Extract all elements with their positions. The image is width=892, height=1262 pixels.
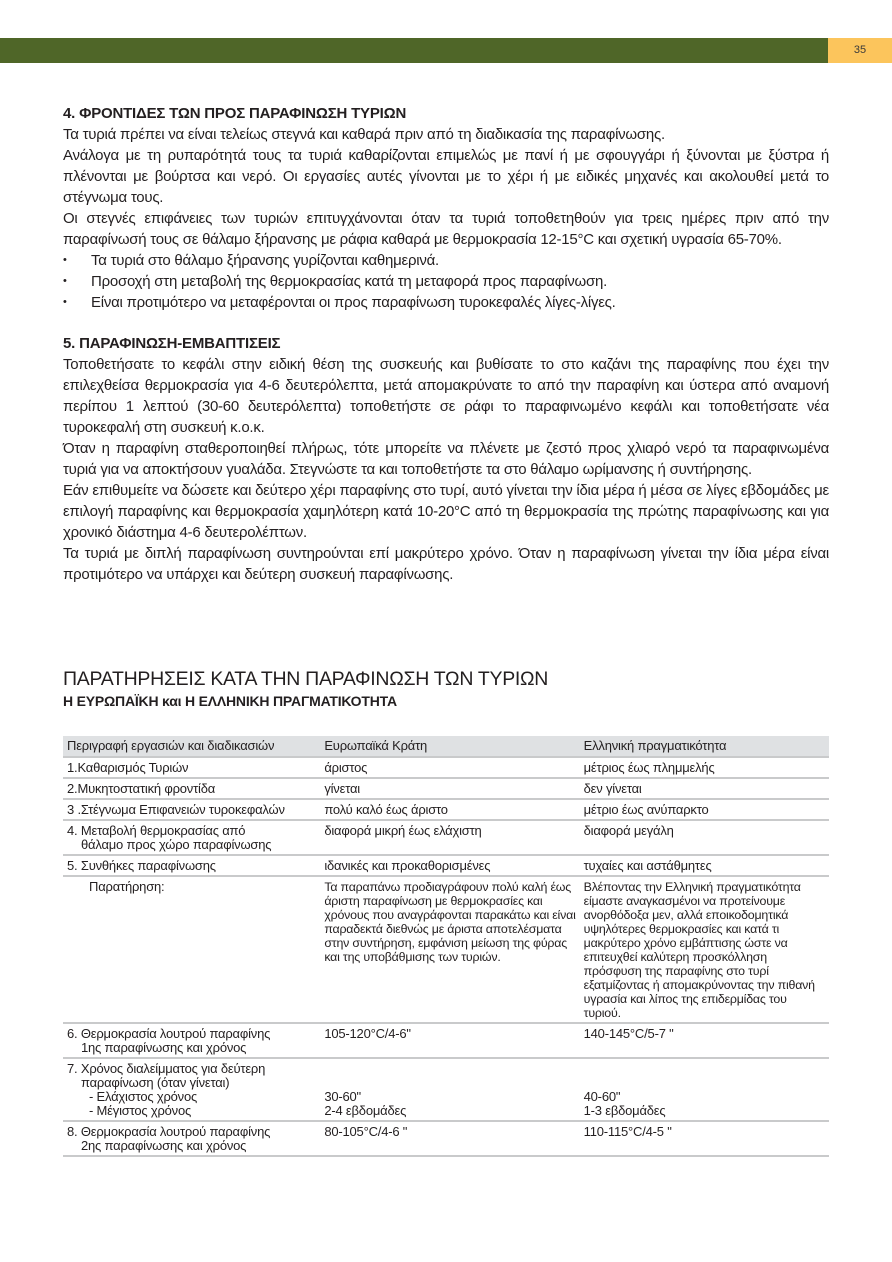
column-header: Περιγραφή εργασιών και διαδικασιών — [63, 736, 320, 757]
table-row — [63, 820, 829, 855]
bullet-item: • Τα τυριά στο θάλαμο ξήρανσης γυρίζονται καθημερινά. — [63, 250, 829, 271]
comparison-table — [63, 736, 829, 1157]
bullet-item: • Είναι προτιμότερο να μεταφέρονται οι προς παραφίνωση τυροκεφαλές λίγες-λίγες. — [63, 292, 829, 313]
cell-greece: τυχαίες και αστάθμητες — [580, 855, 829, 876]
cell-description: 5. Συνθήκες παραφίνωσης — [63, 855, 320, 876]
paragraph: Τα τυριά με διπλή παραφίνωση συντηρούνται επί μακρύτερο χρόνο. Όταν η παραφίνωση γίνεται την ίδια μέρα είναι προτιμότερο να υπάρχει και δεύτερη συσκευή παραφίνωσης. — [63, 545, 829, 583]
cell-description: 8. Θερμοκρασία λουτρού παραφίνης 2ης παραφίνωσης και χρόνος — [63, 1121, 320, 1156]
cell-description: 6. Θερμοκρασία λουτρού παραφίνης 1ης παραφίνωσης και χρόνος — [63, 1023, 320, 1058]
cell-europe: 30-60" 2-4 εβδομάδες — [320, 1058, 579, 1121]
body-text — [63, 103, 829, 585]
cell-europe: 105-120°C/4-6" — [320, 1023, 579, 1058]
header-bar — [0, 38, 828, 63]
paragraph: Όταν η παραφίνη σταθεροποιηθεί πλήρως, τότε μπορείτε να πλένετε με ζεστό προς χλιαρό νερό τα παραφινωμένα τυριά για να αποκτήσουν γυαλάδα. Στεγνώστε τα και τοποθετήστε τα στο θάλαμο ωρίμανσης ή συντήρησης. — [63, 440, 829, 478]
table-row — [63, 1121, 829, 1156]
table-row — [63, 855, 829, 876]
cell-europe: Τα παραπάνω προδιαγράφουν πολύ καλή έως άριστη παραφίνωση με θερμοκρασίες και χρόνους που αναγράφονται παρακάτω και είναι παραδεκτά διεθνώς με άριστα αποτελέσματα στην συντήρηση, εμφάνιση μείωση της φύρας και της υποβάθμισης των τυριών. — [320, 876, 579, 1023]
cell-europe: άριστος — [320, 757, 579, 778]
cell-description: 1.Καθαρισμός Τυριών — [63, 757, 320, 778]
paragraph: Τα τυριά πρέπει να είναι τελείως στεγνά και καθαρά πριν από τη διαδικασία της παραφίνωσης. — [63, 126, 665, 143]
section-5-heading: 5. ΠΑΡΑΦΙΝΩΣΗ-ΕΜΒΑΠΤΙΣΕΙΣ — [63, 335, 281, 352]
cell-europe: διαφορά μικρή έως ελάχιστη — [320, 820, 579, 855]
cell-description: 4. Μεταβολή θερμοκρασίας από θάλαμο προς χώρο παραφίνωσης — [63, 820, 320, 855]
cell-greece: μέτριο έως ανύπαρκτο — [580, 799, 829, 820]
page-number: 35 — [828, 38, 892, 63]
cell-description: 2.Μυκητοστατική φροντίδα — [63, 778, 320, 799]
cell-greece: 110-115°C/4-5 " — [580, 1121, 829, 1156]
paragraph: Εάν επιθυμείτε να δώσετε και δεύτερο χέρι παραφίνης στο τυρί, αυτό γίνεται την ίδια μέρα ή μέσα σε λίγες εβδομάδες με επιλογή παραφίνης και θερμοκρασία χαμηλότερη κατά 10-20°C από τη θερμοκρασία της πρώτης παραφίνωσης και για χρονικό διάστημα 4-6 δευτερολέπτων. — [63, 482, 829, 541]
table-header-row — [63, 736, 829, 757]
observations-title: ΠΑΡΑΤΗΡΗΣΕΙΣ ΚΑΤΑ ΤΗΝ ΠΑΡΑΦΙΝΩΣΗ ΤΩΝ ΤΥΡΙΩΝ — [63, 668, 549, 690]
cell-europe: ιδανικές και προκαθορισμένες — [320, 855, 579, 876]
cell-description: 3 .Στέγνωμα Επιφανειών τυροκεφαλών — [63, 799, 320, 820]
table-row — [63, 799, 829, 820]
table-row — [63, 778, 829, 799]
bullet-list — [63, 250, 829, 313]
cell-europe: πολύ καλό έως άριστο — [320, 799, 579, 820]
bullet-item: • Προσοχή στη μεταβολή της θερμοκρασίας κατά τη μεταφορά προς παραφίνωση. — [63, 271, 829, 292]
cell-greece: μέτριος έως πλημμελής — [580, 757, 829, 778]
section-4-heading: 4. ΦΡΟΝΤΙΔΕΣ ΤΩΝ ΠΡΟΣ ΠΑΡΑΦΙΝΩΣΗ ΤΥΡΙΩΝ — [63, 105, 407, 122]
cell-europe: 80-105°C/4-6 " — [320, 1121, 579, 1156]
cell-description: Παρατήρηση: — [63, 876, 320, 1023]
cell-greece: 140-145°C/5-7 " — [580, 1023, 829, 1058]
cell-europe: γίνεται — [320, 778, 579, 799]
column-header: Ελληνική πραγματικότητα — [580, 736, 829, 757]
table-row-note — [63, 876, 829, 1023]
paragraph: Οι στεγνές επιφάνειες των τυριών επιτυγχάνονται όταν τα τυριά τοποθετηθούν για τρεις ημέρες πριν από την παραφίνωσή τους σε θάλαμο ξήρανσης με ράφια καθαρά με θερμοκρασία 12-15°C και σχετική υγρασία 65-70%. — [63, 210, 829, 248]
column-header: Ευρωπαϊκά Κράτη — [320, 736, 579, 757]
cell-greece: Βλέποντας την Ελληνική πραγματικότητα είμαστε αναγκασμένοι να προτείνουμε ανορθόδοξα μεν, αλλά εποικοδομητικά υψηλότερες θερμοκρασίες και κατά τι μακρύτερο χρόνο εμβάπτισης ώστε να επιτευχθεί καλύτερη προσκόλληση πρόσφυση της παραφίνης στο τυρί εξατμίζοντας ή απομακρύνοντας την πιθανή υγρασία και λίπος της επιδερμίδας του τυριού. — [580, 876, 829, 1023]
cell-greece: 40-60" 1-3 εβδομάδες — [580, 1058, 829, 1121]
cell-greece: δεν γίνεται — [580, 778, 829, 799]
table-row — [63, 1023, 829, 1058]
cell-greece: διαφορά μεγάλη — [580, 820, 829, 855]
table-row — [63, 1058, 829, 1121]
observations-subtitle: Η ΕΥΡΩΠΑΪΚΗ και Η ΕΛΛΗΝΙΚΗ ΠΡΑΓΜΑΤΙΚΟΤΗΤΑ — [63, 693, 397, 709]
paragraph: Ανάλογα με τη ρυπαρότητά τους τα τυριά καθαρίζονται επιμελώς με πανί ή με σφουγγάρι ή ξύνονται με ξύστρα ή πλένονται με βούρτσα και νερό. Οι εργασίες αυτές γίνονται με το χέρι ή με ειδικές μηχανές και ακολουθεί μετά το στέγνωμα τους. — [63, 147, 829, 206]
table-row — [63, 757, 829, 778]
paragraph: Τοποθετήσατε το κεφάλι στην ειδική θέση της συσκευής και βυθίσατε το στο καζάνι της παραφίνης που έχει την επιλεχθείσα θερμοκρασία για 4-6 δευτερόλεπτα, μετά απομακρύνατε το από την παραφίνη και ύστερα από αναμονή περίπου 1 λεπτού (30-60 δευτερόλεπτα) τοποθετήστε σε ράφι το παραφινωμένο κεφάλι και τοποθετήσατε νέα τυροκεφαλή στη συσκευή κ.ο.κ. — [63, 356, 829, 436]
cell-description: 7. Χρόνος διαλείμματος για δεύτερη παραφίνωση (όταν γίνεται) - Ελάχιστος χρόνος - Μέγιστος χρόνος — [63, 1058, 320, 1121]
